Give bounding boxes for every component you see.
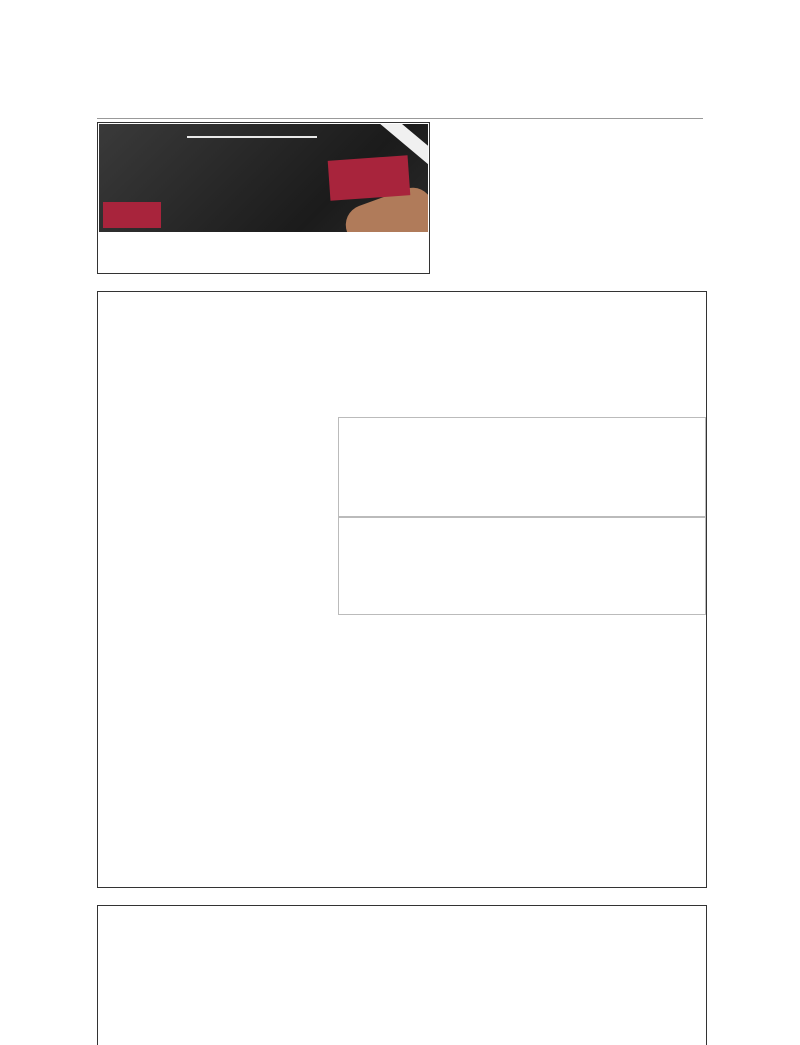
memo-banner-box [97, 122, 430, 274]
fall-section [97, 905, 707, 1045]
summer-section [97, 291, 707, 888]
intro-text [102, 232, 424, 236]
banner-image [99, 124, 428, 232]
strike-line [187, 136, 317, 138]
percent-chart [338, 517, 706, 615]
norco-college-logo [103, 202, 161, 228]
mustang-memo-tag [328, 155, 411, 200]
email-subject-row [97, 83, 141, 89]
header-divider [97, 118, 703, 119]
ftes-chart-svg [339, 418, 705, 516]
email-header [97, 72, 141, 111]
email-from-row [97, 72, 141, 78]
ftes-chart [338, 417, 706, 517]
percent-chart-svg [339, 518, 705, 614]
